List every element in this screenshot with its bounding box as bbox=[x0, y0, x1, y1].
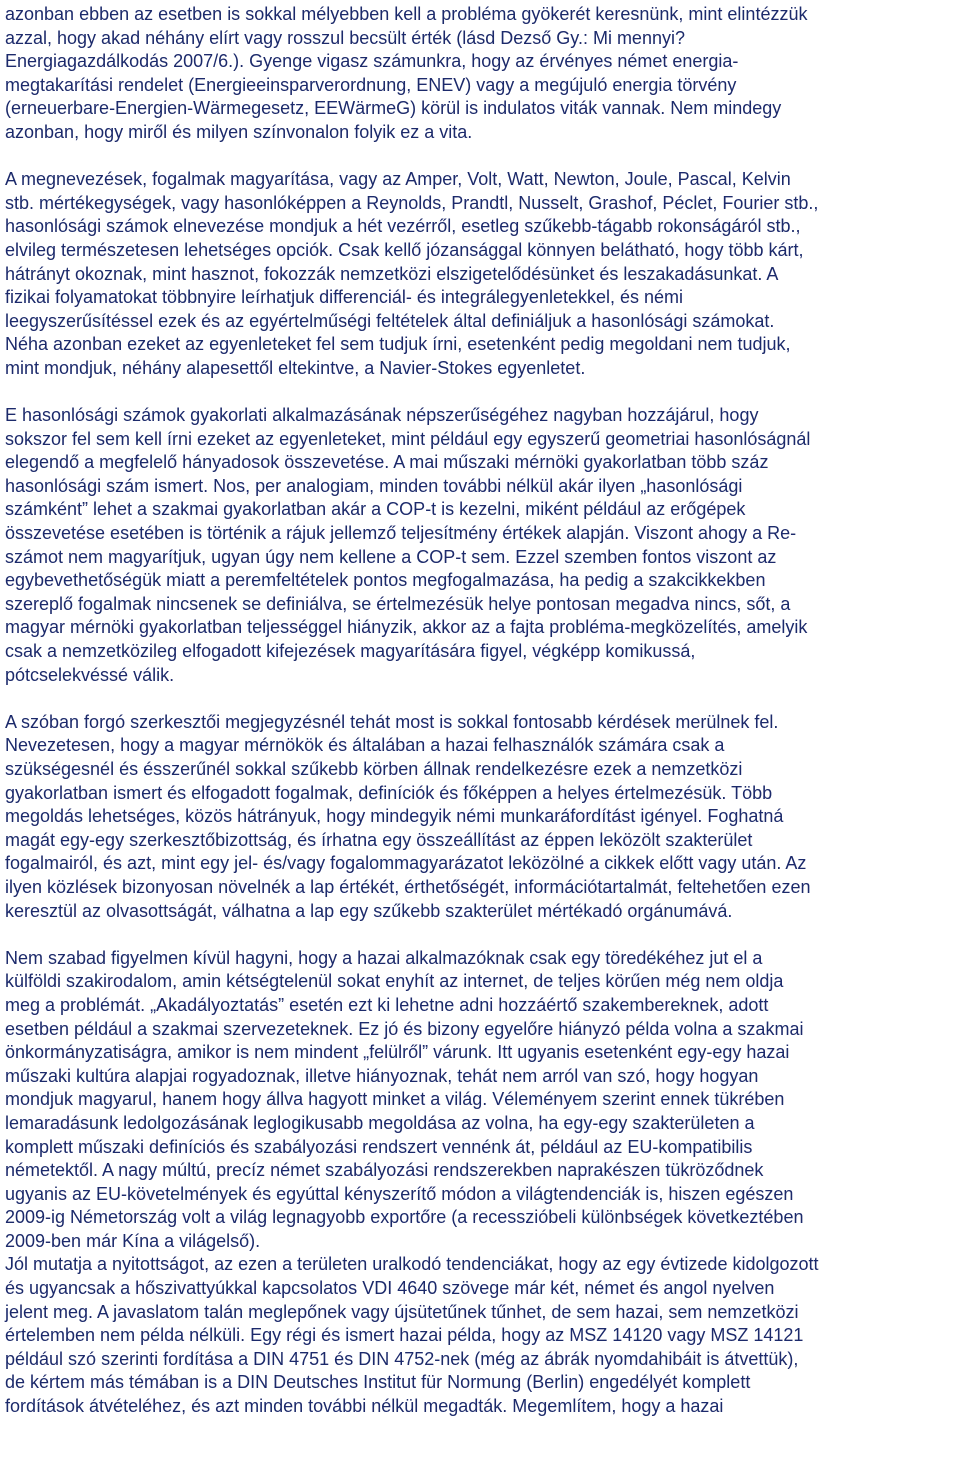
text-line: sokszor fel sem kell írni ezeket az egyenleteket, mint például egy egyszerű geometriai hasonlóságnál bbox=[5, 428, 811, 449]
text-line: hátrányt okoznak, mint hasznot, fokozzák nemzetközi elszigetelődésünket és leszakadásunkat. A bbox=[5, 263, 779, 284]
paragraph bbox=[5, 3, 957, 145]
text-line: számként” lehet a szakmai gyakorlatban akár a COP-t is kezelni, miként például az erőgépek bbox=[5, 499, 746, 520]
document-body bbox=[5, 3, 957, 1419]
text-line: komplett műszaki definíciós és szabályozási rendszert vennénk át, például az EU-kompatibilis bbox=[5, 1136, 753, 1157]
text-line: 2009-ig Németország volt a világ legnagyobb exportőre (a recesszióbeli különbségek következtében bbox=[5, 1207, 804, 1228]
text-line: A megnevezések, fogalmak magyarítása, vagy az Amper, Volt, Watt, Newton, Joule, Pascal, Kelvin bbox=[5, 169, 791, 190]
text-line: Nem szabad figyelmen kívül hagyni, hogy a hazai alkalmazóknak csak egy töredékéhez jut el a bbox=[5, 947, 763, 968]
text-line: A szóban forgó szerkesztői megjegyzésnél tehát most is sokkal fontosabb kérdések merülnek fel. bbox=[5, 711, 779, 732]
text-line: stb. mértékegységek, vagy hasonlóképpen a Reynolds, Prandtl, Nusselt, Grashof, Péclet, Fourier stb., bbox=[5, 192, 819, 213]
text-line: külföldi szakirodalom, amin kétségtelenül sokat enyhít az internet, de teljes körűen még nem oldja bbox=[5, 971, 784, 992]
text-line: magát egy-egy szerkesztőbizottság, és írhatna egy összeállítást az éppen leközölt szakterület bbox=[5, 829, 753, 850]
text-line: Energiagazdálkodás 2007/6.). Gyenge vigasz számunkra, hogy az érvényes német energia- bbox=[5, 51, 739, 72]
text-line: jelent meg. A javaslatom talán meglepőnek vagy újsütetűnek tűnhet, de sem hazai, sem nemzetközi bbox=[5, 1301, 799, 1322]
text-line: egybevethetőségük miatt a peremfeltételek pontos megfogalmazása, ha pedig a szakcikkekben bbox=[5, 570, 766, 591]
paragraph-spacer bbox=[5, 687, 957, 711]
text-line: azonban ebben az esetben is sokkal mélyebben kell a probléma gyökerét keresnünk, mint elintézzük bbox=[5, 4, 808, 24]
text-line: összevetése esetében is történik a rájuk jellemző teljesítmény értékek alapján. Viszont ahogy a Re- bbox=[5, 523, 797, 544]
paragraph bbox=[5, 711, 957, 923]
text-line: Nevezetesen, hogy a magyar mérnökök és általában a hazai felhasználók számára csak a bbox=[5, 735, 725, 756]
paragraph-spacer bbox=[5, 381, 957, 405]
text-line: meg a problémát. „Akadályoztatás” esetén ezt ki lehetne adni hozzáértő szakembereknek, adott bbox=[5, 994, 769, 1015]
text-line: ugyanis az EU-követelmények és egyúttal kényszerítő módon a világtendenciák is, hiszen egészen bbox=[5, 1183, 794, 1204]
text-line: hasonlósági számok elnevezése mondjuk a hét vezérről, esetleg szűkebb-tágabb rokonságáról stb., bbox=[5, 216, 801, 237]
text-line: németektől. A nagy múltú, precíz német szabályozási rendszerekben naprakészen tükröződnek bbox=[5, 1160, 764, 1181]
text-line: E hasonlósági számok gyakorlati alkalmazásának népszerűségéhez nagyban hozzájárul, hogy bbox=[5, 405, 759, 426]
text-line: mint mondjuk, néhány alapesettől eltekintve, a Navier-Stokes egyenletet. bbox=[5, 357, 586, 378]
text-line: azonban, hogy miről és milyen színvonalon folyik ez a vita. bbox=[5, 121, 473, 142]
text-line: csak a nemzetközileg elfogadott kifejezések magyarítására figyel, végképp komikussá, bbox=[5, 641, 696, 662]
text-line: fizikai folyamatokat többnyire leírhatjuk differenciál- és integrálegyenletekkel, és némi bbox=[5, 287, 684, 308]
text-line: hasonlósági szám ismert. Nos, per analogiam, minden további nélkül akár ilyen „hasonlósági bbox=[5, 475, 743, 496]
text-line: például szó szerinti fordítása a DIN 4751 és DIN 4752-nek (még az ábrák nyomdahibáit is átvettük), bbox=[5, 1348, 799, 1369]
text-line: számot nem magyarítjuk, ugyan úgy nem kellene a COP-t sem. Ezzel szemben fontos viszont az bbox=[5, 546, 777, 567]
text-line: elegendő a megfelelő hányadosok összevetése. A mai műszaki mérnöki gyakorlatban több száz bbox=[5, 452, 769, 473]
text-line: azzal, hogy akad néhány elírt vagy rosszul becsült érték (lásd Dezső Gy.: Mi mennyi? bbox=[5, 27, 685, 48]
text-line: leegyszerűsítéssel ezek és az egyértelműségi feltételek által definiáljuk a hasonlósági számokat. bbox=[5, 310, 775, 331]
paragraph-spacer bbox=[5, 145, 957, 169]
text-line: szükségesnél és ésszerűnél sokkal szűkebb körben állnak rendelkezésre ezek a nemzetközi bbox=[5, 759, 743, 779]
text-line: megtakarítási rendelet (Energieeinsparverordnung, ENEV) vagy a megújuló energia törvény bbox=[5, 74, 737, 95]
text-line: gyakorlatban ismert és elfogadott fogalmak, definíciók és főképpen a helyes értelmezésük. Több bbox=[5, 782, 773, 803]
text-line: magyar mérnöki gyakorlatban teljességgel hiányzik, akkor az a fajta probléma-megközelítés, amelyik bbox=[5, 617, 808, 638]
text-line: lemaradásunk ledolgozásának leglogikusabb megoldása az volna, ha egy-egy szakterületen a bbox=[5, 1112, 755, 1133]
text-line: de kértem más témában is a DIN Deutsches Institut für Normung (Berlin) engedélyét komplett bbox=[5, 1372, 751, 1393]
text-line: elvileg természetesen lehetséges opciók. Csak kellő józansággal könnyen belátható, hogy több kárt, bbox=[5, 239, 804, 260]
text-line: Jól mutatja a nyitottságot, az ezen a területen uralkodó tendenciákat, hogy az egy évtizede kidolgozott bbox=[5, 1254, 819, 1275]
text-line: fordítások átvételéhez, és azt minden további nélkül megadták. Megemlítem, hogy a hazai bbox=[5, 1396, 724, 1417]
text-line: szereplő fogalmak nincsenek se definiálva, se értelmezésük helye pontosan megadva nincs, sőt, a bbox=[5, 593, 791, 614]
paragraph bbox=[5, 168, 957, 380]
text-line: (erneuerbare-Energien-Wärmegesetz, EEWärmeG) körül is indulatos viták vannak. Nem mindegy bbox=[5, 98, 782, 119]
paragraph-spacer bbox=[5, 923, 957, 947]
paragraph bbox=[5, 404, 957, 687]
text-line: ilyen közlések bizonyosan növelnék a lap értékét, érthetőségét, információtartalmát, feltehetően ezen bbox=[5, 876, 811, 897]
text-line: mondjuk magyarul, hanem hogy állva hagyott minket a világ. Véleményem szerint ennek tükrében bbox=[5, 1089, 785, 1110]
text-line: műszaki kultúra alapjai rogyadoznak, illetve hiányoznak, tehát nem arról van szó, hogy hogyan bbox=[5, 1065, 759, 1086]
text-line: pótcselekvéssé válik. bbox=[5, 664, 175, 685]
text-line: önkormányzatiságra, amikor is nem mindent „felülről” várunk. Itt ugyanis esetenként egy-egy hazai bbox=[5, 1042, 790, 1063]
text-line: fogalmairól, és azt, mint egy jel- és/vagy fogalommagyarázatot leközölné a cikkek előtt vagy után. Az bbox=[5, 853, 807, 874]
text-line: keresztül az olvasottságát, válhatna a lap egy szűkebb szakterület mértékadó orgánumává. bbox=[5, 900, 733, 921]
paragraph bbox=[5, 947, 957, 1419]
text-line: megoldás lehetséges, közös hátrányuk, hogy mindegyik némi munkaráfordítást igényel. Foghatná bbox=[5, 806, 784, 827]
text-line: esetben például a szakmai szervezeteknek. Ez jó és bizony egyelőre hiányzó példa volna a szakmai bbox=[5, 1018, 804, 1039]
text-line: 2009-ben már Kína a világelső). bbox=[5, 1230, 261, 1251]
text-line: Néha azonban ezeket az egyenleteket fel sem tudjuk írni, esetenként pedig megoldani nem tudjuk, bbox=[5, 334, 791, 355]
text-line: értelemben nem példa nélküli. Egy régi és ismert hazai példa, hogy az MSZ 14120 vagy MSZ 14121 bbox=[5, 1325, 804, 1346]
text-line: és ugyancsak a hőszivattyúkkal kapcsolatos VDI 4640 szövege már két, német és angol nyelven bbox=[5, 1278, 775, 1299]
